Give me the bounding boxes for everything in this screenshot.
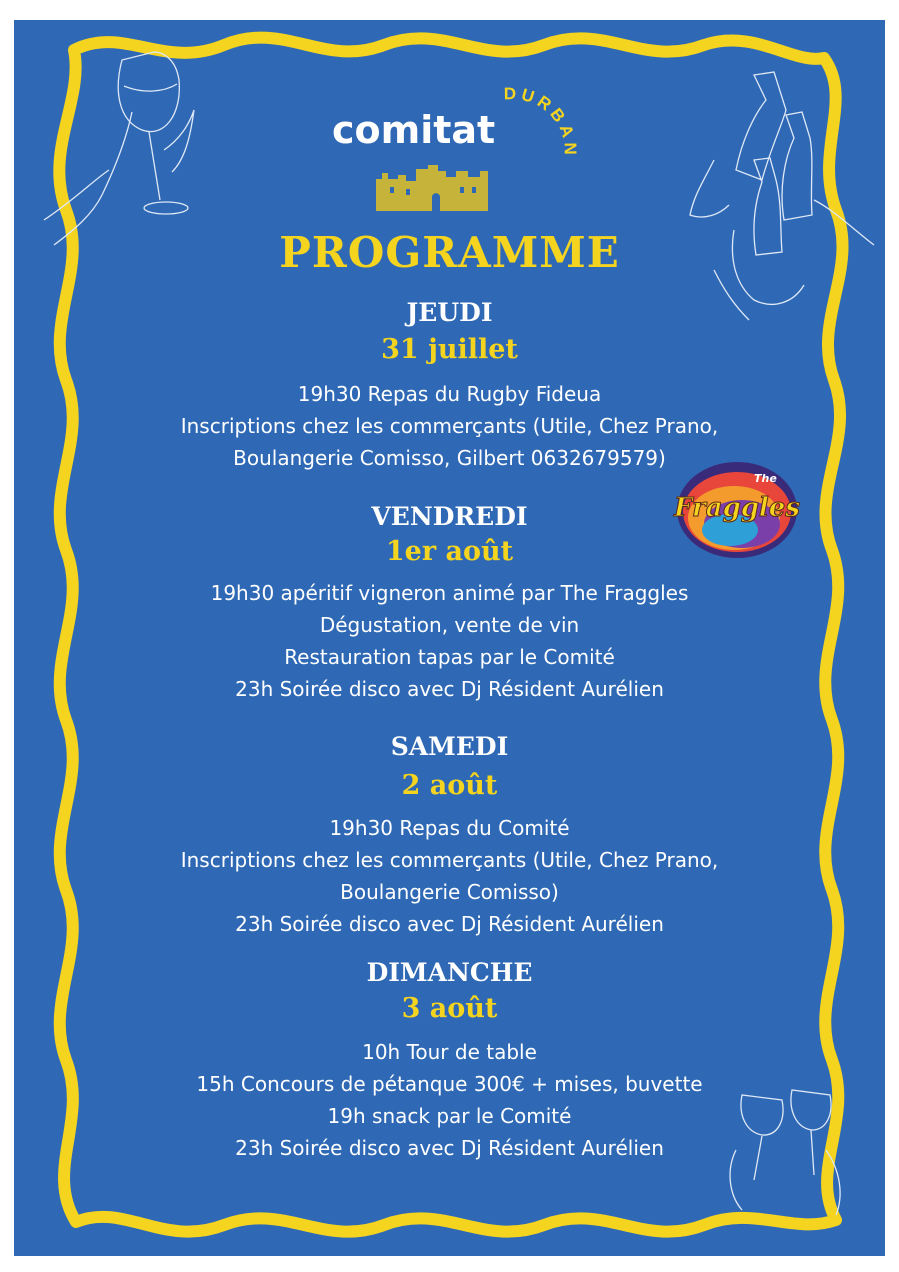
event-line: Dégustation, vente de vin	[319, 613, 580, 637]
event-lines	[14, 577, 885, 705]
place-name: DURBAN	[503, 84, 580, 159]
brand-name: comitat	[332, 108, 496, 152]
date-heading: 1er août	[385, 536, 514, 567]
programme-title: PROGRAMME	[279, 228, 620, 277]
event-line: Inscriptions chez les commerçants (Utile, Chez Prano,	[180, 848, 719, 872]
castle-icon	[376, 165, 488, 211]
day-heading: JEUDI	[406, 298, 493, 327]
event-line: 19h30 Repas du Rugby Fideua	[297, 382, 602, 406]
event-line: Boulangerie Comisso)	[340, 880, 559, 904]
event-line: 23h Soirée disco avec Dj Résident Aurélien	[235, 912, 664, 936]
durban-arc-text	[484, 70, 594, 190]
day-heading: VENDREDI	[371, 502, 528, 531]
poster	[14, 20, 885, 1256]
day-heading: SAMEDI	[390, 732, 509, 761]
event-line: 23h Soirée disco avec Dj Résident Aurélien	[235, 677, 664, 701]
event-line: 19h30 Repas du Comité	[329, 816, 570, 840]
badge-small-text: The	[754, 472, 777, 485]
event-line: Inscriptions chez les commerçants (Utile, Chez Prano,	[180, 414, 719, 438]
event-lines	[14, 812, 885, 940]
day-heading: DIMANCHE	[366, 958, 533, 987]
event-lines	[14, 1036, 885, 1164]
badge-name-text: Fraggles	[674, 493, 800, 523]
event-line: 10h Tour de table	[362, 1040, 537, 1064]
event-line: Restauration tapas par le Comité	[284, 645, 615, 669]
event-line: 19h snack par le Comité	[327, 1104, 572, 1128]
svg-text:DURBAN	[504, 84, 580, 159]
date-heading: 31 juillet	[381, 334, 518, 365]
event-line: 19h30 apéritif vigneron animé par The Fraggles	[210, 581, 689, 605]
event-lines	[14, 378, 885, 474]
event-line: Boulangerie Comisso, Gilbert 0632679579)	[233, 446, 666, 470]
event-line: 23h Soirée disco avec Dj Résident Aurélien	[235, 1136, 664, 1160]
date-heading: 2 août	[401, 770, 498, 801]
date-heading: 3 août	[401, 993, 498, 1024]
event-line: 15h Concours de pétanque 300€ + mises, buvette	[196, 1072, 703, 1096]
